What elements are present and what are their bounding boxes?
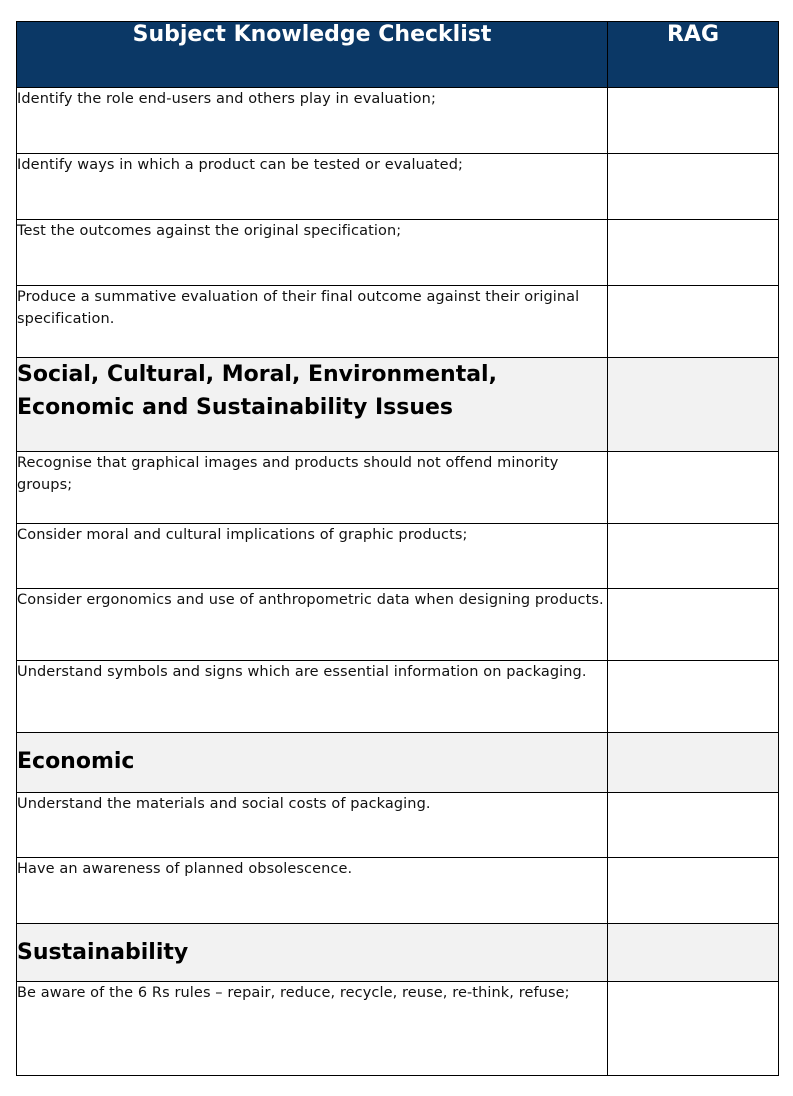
checklist-item: Test the outcomes against the original specification; [17,220,608,286]
checklist-header: Subject Knowledge Checklist [17,22,608,88]
rag-header: RAG [608,22,779,88]
table-row [17,452,779,524]
rag-cell[interactable] [608,793,779,858]
header-row [17,22,779,88]
table-row [17,286,779,358]
checklist-item: Consider moral and cultural implications of graphic products; [17,524,608,589]
rag-cell[interactable] [608,220,779,286]
table-row [17,793,779,858]
table-row [17,220,779,286]
rag-cell [608,733,779,793]
checklist-item: Have an awareness of planned obsolescence. [17,858,608,924]
checklist-item: Understand the materials and social costs of packaging. [17,793,608,858]
section-row [17,733,779,793]
checklist-item: Produce a summative evaluation of their final outcome against their original specification. [17,286,608,358]
section-row [17,924,779,982]
section-heading: Social, Cultural, Moral, Environmental, Economic and Sustainability Issues [17,358,608,452]
rag-cell[interactable] [608,88,779,154]
rag-cell[interactable] [608,589,779,661]
checklist-item: Identify the role end-users and others play in evaluation; [17,88,608,154]
rag-cell[interactable] [608,982,779,1076]
section-heading: Economic [17,733,608,793]
rag-cell [608,924,779,982]
rag-cell [608,358,779,452]
table-row [17,982,779,1076]
rag-cell[interactable] [608,524,779,589]
table-row [17,154,779,220]
checklist-item: Recognise that graphical images and products should not offend minority groups; [17,452,608,524]
checklist-item: Be aware of the 6 Rs rules – repair, reduce, recycle, reuse, re-think, refuse; [17,982,608,1076]
table-row [17,88,779,154]
rag-cell[interactable] [608,661,779,733]
checklist-item: Understand symbols and signs which are essential information on packaging. [17,661,608,733]
checklist-item: Consider ergonomics and use of anthropometric data when designing products. [17,589,608,661]
section-row [17,358,779,452]
rag-cell[interactable] [608,858,779,924]
table-row [17,858,779,924]
table-row [17,524,779,589]
rag-cell[interactable] [608,154,779,220]
rag-cell[interactable] [608,286,779,358]
section-heading: Sustainability [17,924,608,982]
table-row [17,589,779,661]
table-row [17,661,779,733]
subject-knowledge-checklist-table [16,21,779,1076]
checklist-item: Identify ways in which a product can be tested or evaluated; [17,154,608,220]
rag-cell[interactable] [608,452,779,524]
